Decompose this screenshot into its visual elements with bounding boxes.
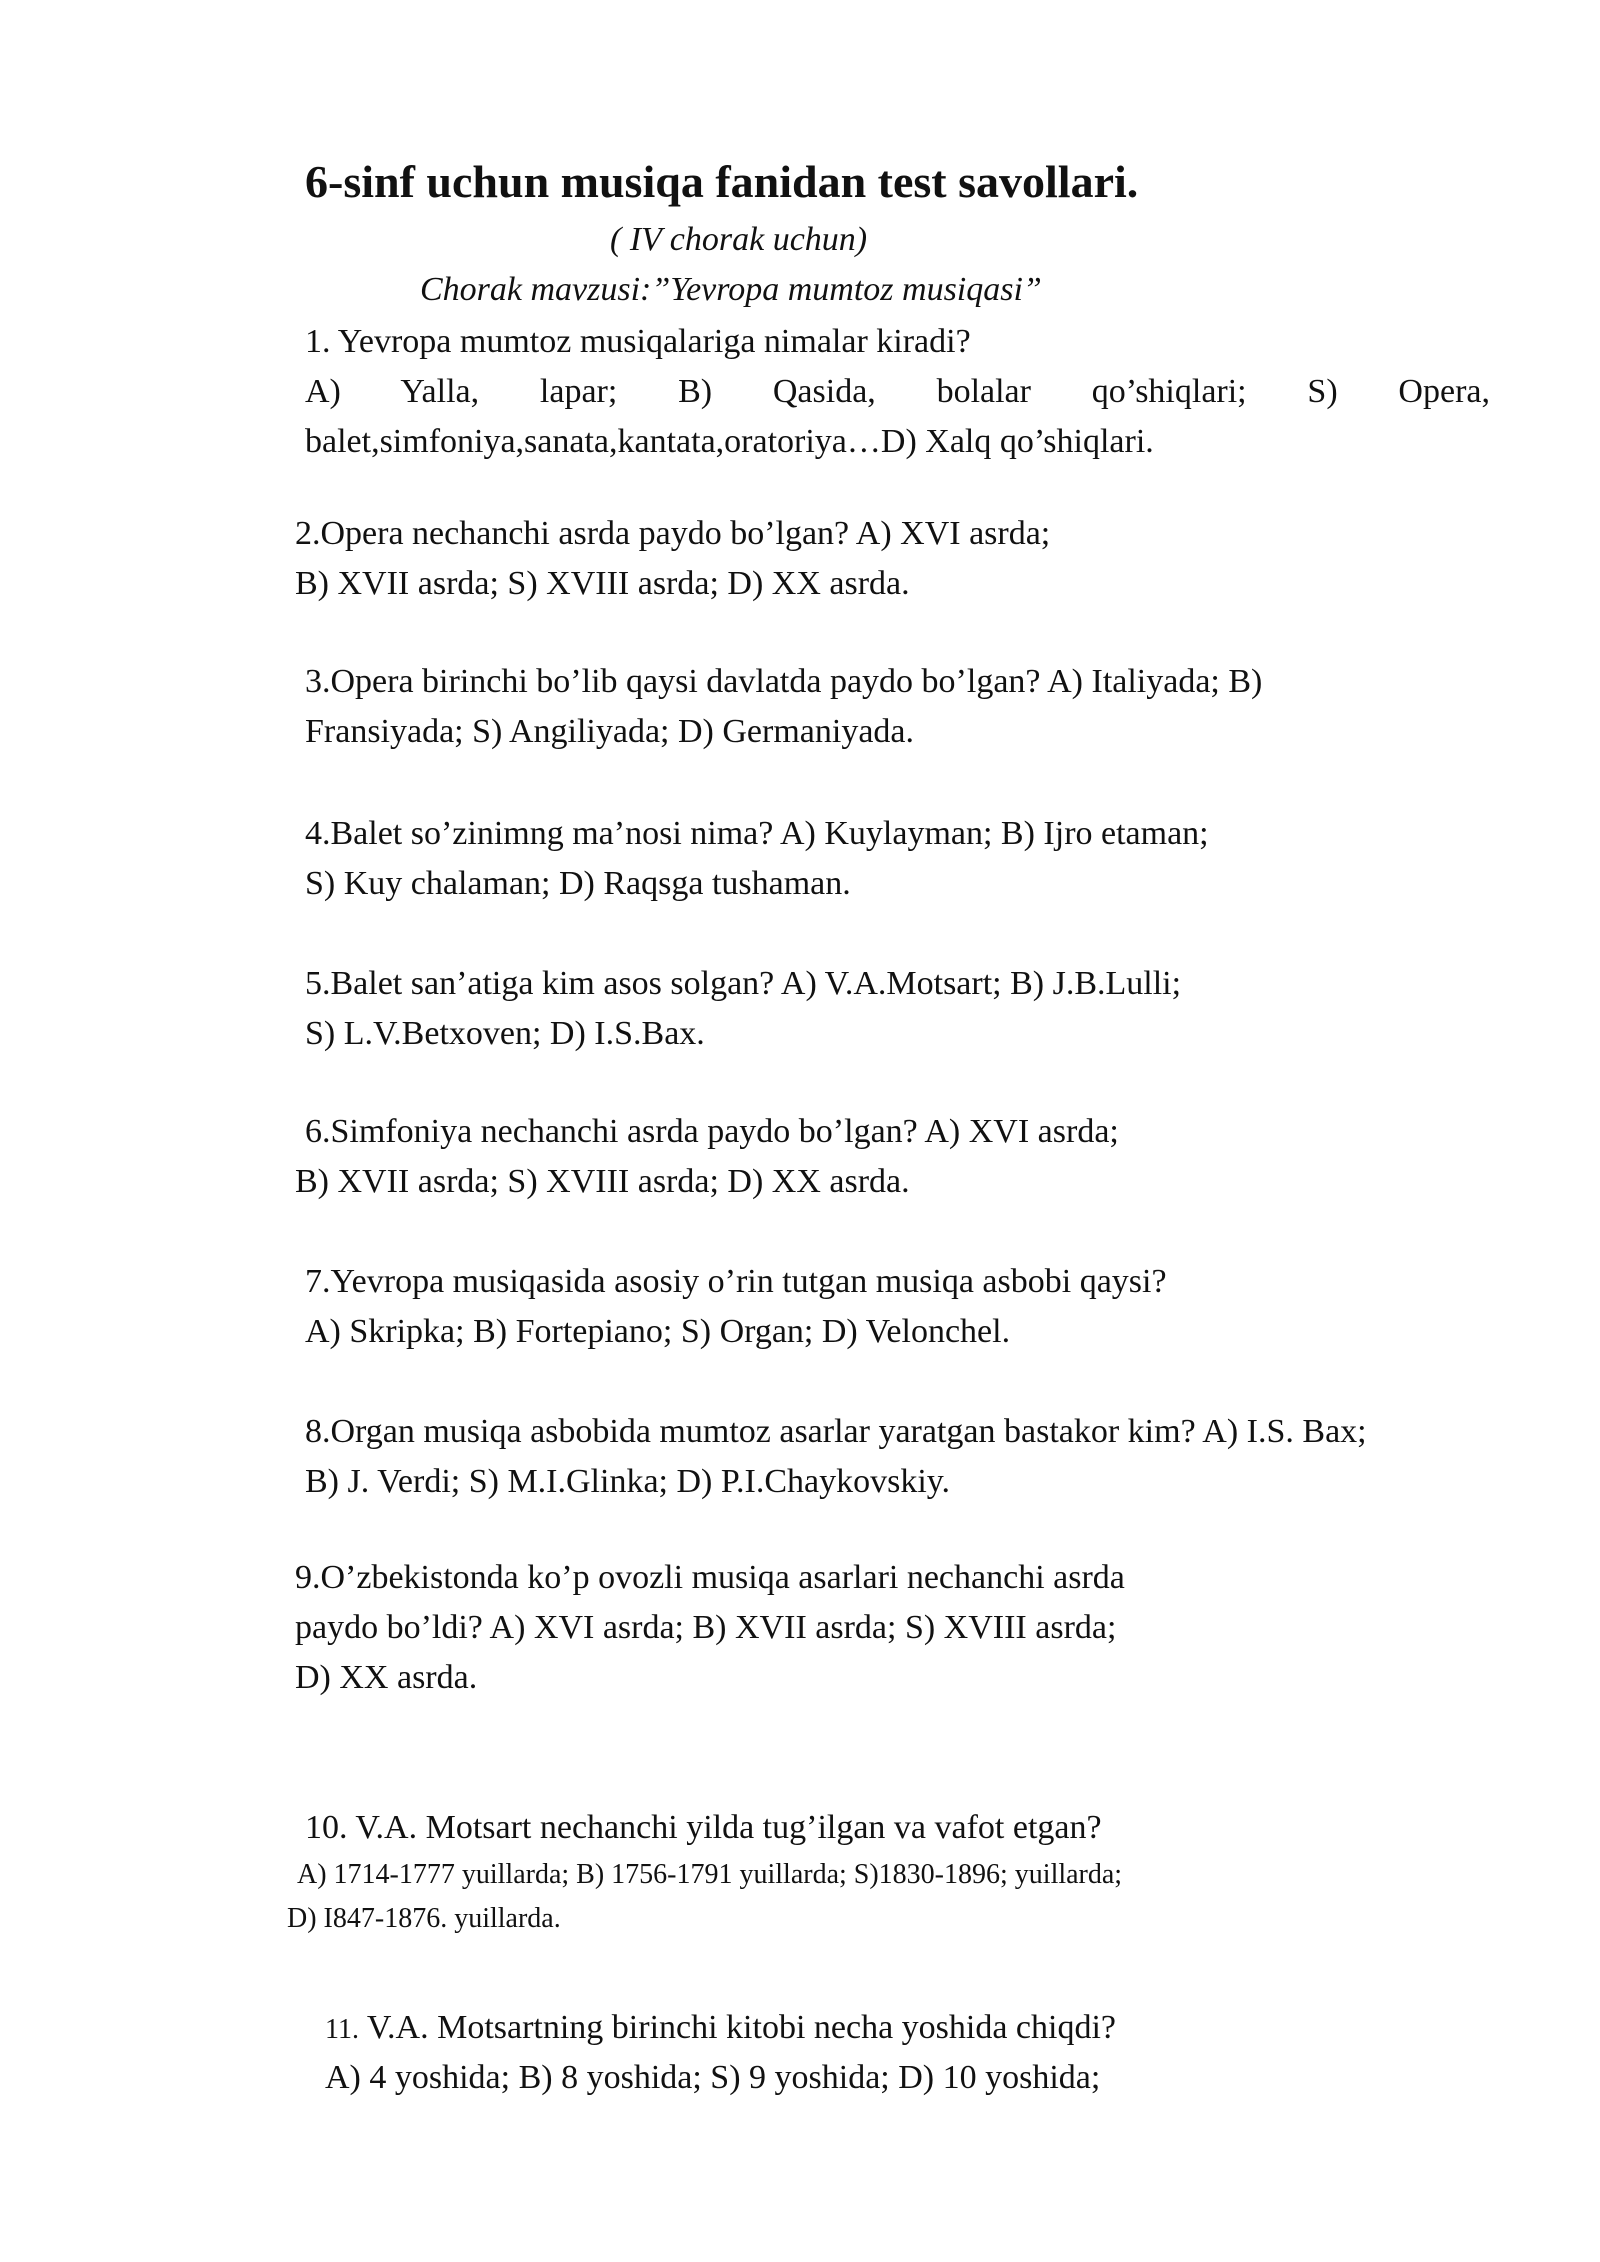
question-4-text: 4.Balet so’zinimng ma’nosi nima? A) Kuylayman; B) Ijro etaman; (305, 815, 1209, 852)
question-1-text: 1. Yevropa mumtoz musiqalariga nimalar kiradi? (305, 323, 971, 360)
question-3-text: 3.Opera birinchi bo’lib qaysi davlatda paydo bo’lgan? A) Italiyada; B) (305, 663, 1263, 700)
question-11-text: V.A. Motsartning birinchi kitobi necha yoshida chiqdi? (366, 2009, 1117, 2046)
question-5-options: S) L.V.Betxoven; D) I.S.Bax. (305, 1015, 705, 1052)
question-3-options: Fransiyada; S) Angiliyada; D) Germaniyada. (305, 713, 915, 750)
question-10-text: 10. V.A. Motsart nechanchi yilda tug’ilgan va vafot etgan? (305, 1809, 1102, 1846)
question-8-options: B) J. Verdi; S) M.I.Glinka; D) P.I.Chaykovskiy. (305, 1463, 951, 1500)
page-title: 6-sinf uchun musiqa fanidan test savollari. (305, 156, 1139, 207)
question-10-options-line-1: A) 1714-1777 yuillarda; B) 1756-1791 yuillarda; S)1830-1896; yuillarda; (297, 1859, 1123, 1890)
question-9-text: 9.O’zbekistonda ko’p ovozli musiqa asarlari nechanchi asrda (295, 1559, 1125, 1596)
question-6-options: B) XVII asrda; S) XVIII asrda; D) XX asrda. (295, 1163, 910, 1200)
question-1-options-line-1: A) Yalla, lapar; B) Qasida, bolalar qo’shiqlari; S) Opera, (305, 373, 1490, 410)
question-7-options: A) Skripka; B) Fortepiano; S) Organ; D) Velonchel. (305, 1313, 1011, 1350)
question-9-options-line-2: D) XX asrda. (295, 1659, 478, 1696)
question-2-options: B) XVII asrda; S) XVIII asrda; D) XX asrda. (295, 565, 910, 602)
quarter-theme: Chorak mavzusi:”Yevropa mumtoz musiqasi” (420, 271, 1042, 308)
question-11-options: A) 4 yoshida; B) 8 yoshida; S) 9 yoshida; D) 10 yoshida; (325, 2059, 1101, 2096)
question-1-options-line-2: balet,simfoniya,sanata,kantata,oratoriya…D) Xalq qo’shiqlari. (305, 423, 1154, 460)
page-subtitle: ( IV chorak uchun) (610, 221, 868, 258)
question-9-options-line-1: paydo bo’ldi? A) XVI asrda; B) XVII asrda; S) XVIII asrda; (295, 1609, 1117, 1646)
question-8-text: 8.Organ musiqa asbobida mumtoz asarlar yaratgan bastakor kim? A) I.S. Bax; (305, 1413, 1367, 1450)
question-4-options: S) Kuy chalaman; D) Raqsga tushaman. (305, 865, 851, 902)
question-7-text: 7.Yevropa musiqasida asosiy o’rin tutgan musiqa asbobi qaysi? (305, 1263, 1167, 1300)
question-10-options-line-2: D) I847-1876. yuillarda. (287, 1903, 561, 1934)
question-6-text: 6.Simfoniya nechanchi asrda paydo bo’lgan? A) XVI asrda; (305, 1113, 1119, 1150)
question-5-text: 5.Balet san’atiga kim asos solgan? A) V.A.Motsart; B) J.B.Lulli; (305, 965, 1182, 1002)
question-11-line (325, 2008, 1116, 2048)
question-2-text: 2.Opera nechanchi asrda paydo bo’lgan? A) XVI asrda; (295, 515, 1051, 552)
question-11-number: 11. (325, 2014, 359, 2045)
